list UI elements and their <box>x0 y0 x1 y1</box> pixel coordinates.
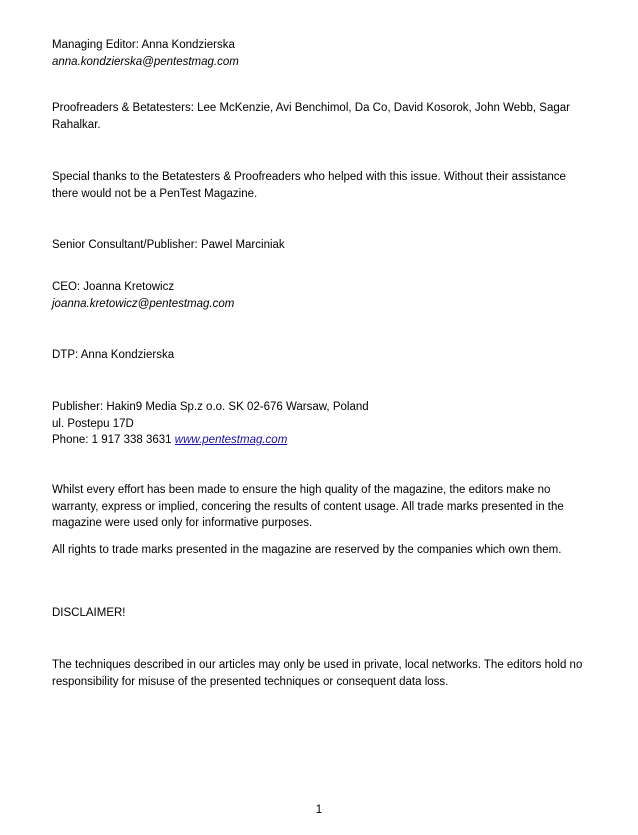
rights-notice-block <box>52 542 592 559</box>
managing-editor-block <box>52 37 592 70</box>
senior-consultant-text: Senior Consultant/Publisher: Pawel Marciniak <box>52 239 285 251</box>
proofreaders-block <box>52 100 592 133</box>
publisher-block <box>52 399 592 449</box>
managing-editor-label: Managing Editor: Anna Kondzierska <box>52 39 235 51</box>
dtp-block <box>52 347 592 364</box>
page-number: 1 <box>315 804 323 816</box>
senior-consultant-block <box>52 237 592 254</box>
disclaimer-heading: DISCLAIMER! <box>52 607 126 619</box>
quality-notice-block <box>52 482 592 532</box>
rights-notice-text: All rights to trade marks presented in the magazine are reserved by the companies which own them. <box>52 544 562 556</box>
thanks-text: Special thanks to the Betatesters & Proofreaders who helped with this issue. Without their assistance there would not be a PenTest Magazine. <box>52 171 566 200</box>
website-link[interactable]: www.pentestmag.com <box>174 434 288 446</box>
managing-editor-email: anna.kondzierska@pentestmag.com <box>52 55 239 68</box>
quality-notice-text: Whilst every effort has been made to ensure the high quality of the magazine, the editors make no warranty, express or implied, concering the results of content usage. All trade marks presented in the magazine were used only for informative purposes. <box>52 484 564 529</box>
thanks-block <box>52 169 592 202</box>
ceo-block <box>52 279 592 312</box>
disclaimer-text: The techniques described in our articles may only be used in private, local networks. The editors hold no responsibility for misuse of the presented techniques or consequent data loss. <box>52 659 583 688</box>
disclaimer-heading-block <box>52 605 592 622</box>
proofreaders-text: Proofreaders & Betatesters: Lee McKenzie, Avi Benchimol, Da Co, David Kosorok, John Webb, Sagar Rahalkar. <box>52 102 570 131</box>
publisher-line-2: ul. Postepu 17D <box>52 417 134 430</box>
dtp-text: DTP: Anna Kondzierska <box>52 349 175 361</box>
publisher-line-1: Publisher: Hakin9 Media Sp.z o.o. SK 02-676 Warsaw, Poland <box>52 401 369 413</box>
ceo-label: CEO: Joanna Kretowicz <box>52 281 175 293</box>
publisher-phone: Phone: 1 917 338 3631 <box>52 434 172 446</box>
ceo-email: joanna.kretowicz@pentestmag.com <box>52 297 235 310</box>
disclaimer-text-block <box>52 657 592 690</box>
publisher-phone-line <box>52 432 592 449</box>
